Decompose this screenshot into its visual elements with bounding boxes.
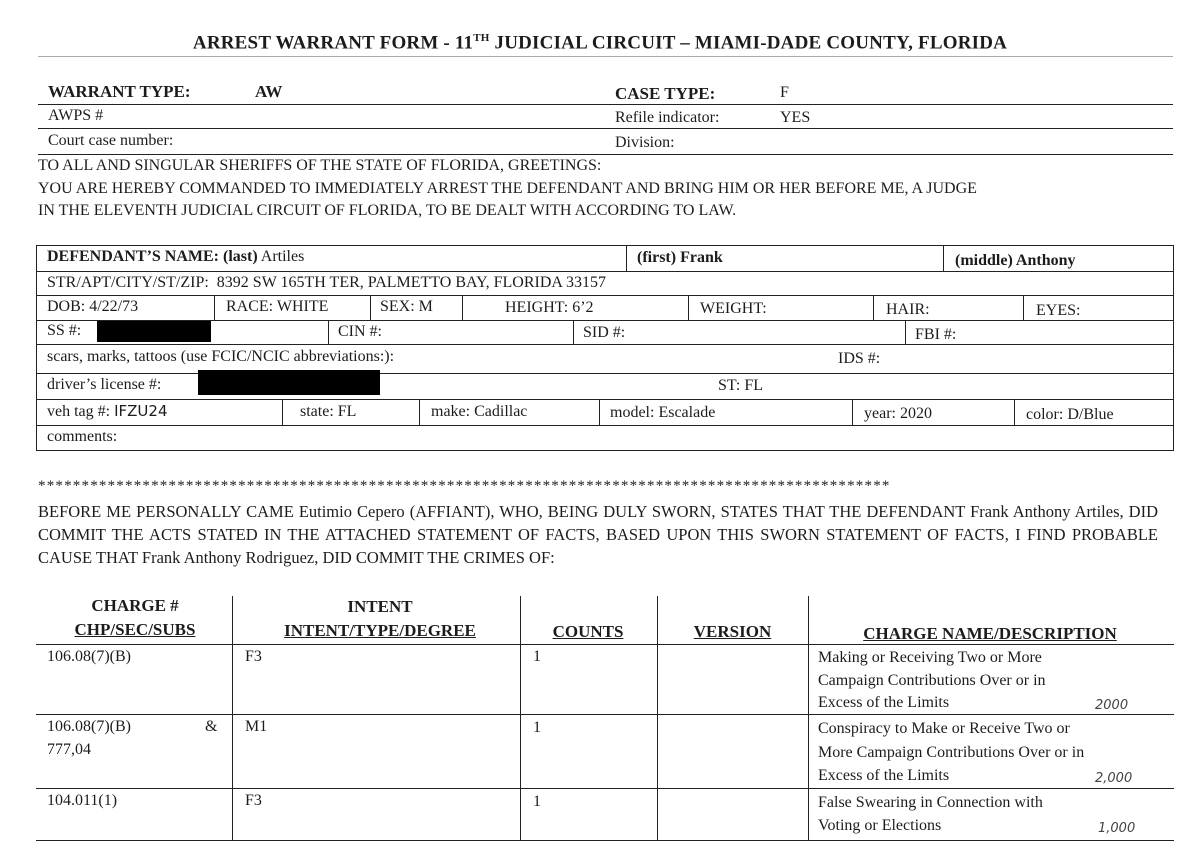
charge-header-bottom: CHP/SEC/SUBS: [74, 620, 196, 639]
def-col-line: [282, 399, 283, 425]
charge-row-1-intent: F3: [245, 648, 262, 665]
def-col-line: [328, 320, 329, 344]
charge-col-line: [808, 596, 809, 840]
counts-header: COUNTS: [552, 622, 624, 641]
warrant-type-value: AW: [255, 82, 283, 101]
charge-row-1-desc-3: Excess of the Limits: [818, 694, 950, 711]
defendant-hair-label: HAIR:: [886, 301, 930, 318]
charge-row-3-counts: 1: [533, 793, 541, 810]
def-col-line: [873, 295, 874, 320]
charge-row-2-number-2: 777,04: [47, 741, 91, 758]
awps-label: AWPS #: [48, 107, 104, 124]
case-type-value: F: [780, 84, 789, 101]
charge-row-3-intent: F3: [245, 792, 262, 809]
defendant-race: RACE: WHITE: [226, 298, 329, 315]
case-type-label: CASE TYPE:: [615, 84, 716, 103]
vehicle-tag: veh tag #: IFZU24: [47, 402, 168, 420]
charge-row-1-handwritten: 2000: [1095, 698, 1129, 713]
charge-header-top: CHARGE #: [91, 596, 179, 615]
charge-row-line: [36, 644, 1174, 645]
charge-row-2-desc-3: Excess of the Limits: [818, 767, 950, 784]
def-col-line: [852, 399, 853, 425]
charge-row-3-desc-1: False Swearing in Connection with: [818, 794, 1043, 811]
intent-header-top: INTENT: [347, 597, 413, 616]
defendant-fbi-label: FBI #:: [915, 326, 957, 343]
charge-row-3-handwritten: 1,000: [1098, 821, 1136, 836]
defendant-eyes-label: EYES:: [1036, 302, 1081, 319]
defendant-sid-label: SID #:: [583, 324, 626, 341]
defendant-weight-label: WEIGHT:: [700, 300, 767, 317]
def-row-line: [36, 295, 1174, 296]
defendant-dl-state: ST: FL: [718, 377, 763, 394]
defendant-dob: DOB: 4/22/73: [47, 298, 139, 315]
def-row-line: [36, 344, 1174, 345]
command-line-1: TO ALL AND SINGULAR SHERIFFS OF THE STATE OF FLORIDA, GREETINGS:: [38, 157, 602, 174]
division-label: Division:: [615, 134, 675, 151]
def-col-line: [905, 320, 906, 344]
def-col-line: [419, 399, 420, 425]
def-col-line: [943, 245, 944, 271]
charge-col-line: [520, 596, 521, 840]
def-col-line: [599, 399, 600, 425]
defendant-sex: SEX: M: [380, 298, 433, 315]
def-col-line: [214, 295, 215, 320]
dl-redaction: [198, 370, 380, 395]
charge-row-1-desc-2: Campaign Contributions Over or in: [818, 672, 1046, 689]
def-col-line: [626, 245, 627, 271]
refile-label: Refile indicator:: [615, 109, 720, 126]
command-line-3: IN THE ELEVENTH JUDICIAL CIRCUIT OF FLORIDA, TO BE DEALT WITH ACCORDING TO LAW.: [38, 202, 737, 219]
charge-row-2-counts: 1: [533, 719, 541, 736]
affidavit-text: BEFORE ME PERSONALLY CAME Eutimio Cepero (AFFIANT), WHO, BEING DULY SWORN, STATES THAT THE DEFENDANT Frank Anthony Artiles, DID COMMIT THE ACTS STATED IN THE ATTACHED STATEMENT OF FACTS, BASED UPON THIS SWORN STATEMENT OF FACTS, I FIND PROBABLE CAUSE THAT Frank Anthony Rodriguez, DID COMMIT THE CRIMES OF:: [38, 502, 1158, 567]
def-row-line: [36, 425, 1174, 426]
defendant-height: HEIGHT: 6’2: [505, 299, 594, 316]
vehicle-year: year: 2020: [864, 405, 932, 422]
def-col-line: [370, 295, 371, 320]
def-row-line: [36, 399, 1174, 400]
charge-row-2-handwritten: 2,000: [1095, 771, 1133, 786]
charge-row-2-number: 106.08(7)(B): [47, 718, 131, 735]
command-line-2: YOU ARE HEREBY COMMANDED TO IMMEDIATELY ARREST THE DEFENDANT AND BRING HIM OR HER BEFORE ME, A JUDGE: [38, 180, 977, 197]
header-rule-1: [38, 104, 1173, 105]
header-rule-3: [38, 154, 1173, 155]
header-rule-2: [38, 128, 1173, 129]
court-case-label: Court case number:: [48, 132, 174, 149]
charge-row-1-counts: 1: [533, 648, 541, 665]
charge-row-1-number: 106.08(7)(B): [47, 648, 131, 665]
def-col-line: [1014, 399, 1015, 425]
description-header: CHARGE NAME/DESCRIPTION: [863, 624, 1117, 643]
charge-row-2-intent: M1: [245, 718, 268, 735]
def-col-line: [462, 295, 463, 320]
version-header: VERSION: [693, 622, 772, 641]
def-col-line: [1023, 295, 1024, 320]
refile-value: YES: [780, 109, 811, 126]
charge-col-line: [232, 596, 233, 840]
comments-label: comments:: [47, 428, 118, 445]
vehicle-make: make: Cadillac: [431, 403, 528, 420]
def-row-line: [36, 271, 1174, 272]
defendant-ids-label: IDS #:: [838, 350, 881, 367]
defendant-scars-label: scars, marks, tattoos (use FCIC/NCIC abbreviations:):: [47, 348, 395, 365]
warrant-type-label: WARRANT TYPE:: [48, 82, 191, 101]
form-title: ARREST WARRANT FORM - 11TH JUDICIAL CIRCUIT – MIAMI-DADE COUNTY, FLORIDA: [192, 32, 1008, 54]
charge-col-line: [657, 596, 658, 840]
charge-row-3-desc-2: Voting or Elections: [818, 817, 942, 834]
title-rule: [38, 56, 1173, 57]
charge-row-2-desc-2: More Campaign Contributions Over or in: [818, 744, 1085, 761]
defendant-name: DEFENDANT’S NAME: (last) Artiles: [47, 248, 305, 265]
vehicle-state: state: FL: [300, 403, 357, 420]
charge-row-line: [36, 714, 1174, 715]
defendant-ss-label: SS #:: [47, 322, 82, 339]
charge-row-2-amp: &: [205, 718, 218, 735]
defendant-cin-label: CIN #:: [338, 323, 382, 340]
defendant-middle: (middle) Anthony: [955, 252, 1076, 269]
intent-header-bottom: INTENT/TYPE/DEGREE: [284, 621, 476, 640]
charge-row-3-number: 104.011(1): [47, 792, 118, 809]
ss-redaction: [97, 321, 211, 342]
def-col-line: [573, 320, 574, 344]
star-separator: **************************************************************************************************: [38, 478, 891, 494]
charge-row-line: [36, 788, 1174, 789]
charge-row-2-desc-1: Conspiracy to Make or Receive Two or: [818, 720, 1070, 737]
defendant-dl-label: driver’s license #:: [47, 376, 162, 393]
defendant-address: STR/APT/CITY/ST/ZIP: 8392 SW 165TH TER, PALMETTO BAY, FLORIDA 33157: [47, 274, 607, 291]
charge-row-line: [36, 840, 1174, 841]
defendant-first: (first) Frank: [637, 249, 723, 266]
vehicle-color: color: D/Blue: [1026, 406, 1114, 423]
charge-row-1-desc-1: Making or Receiving Two or More: [818, 649, 1042, 666]
vehicle-model: model: Escalade: [610, 404, 716, 421]
def-col-line: [688, 295, 689, 320]
